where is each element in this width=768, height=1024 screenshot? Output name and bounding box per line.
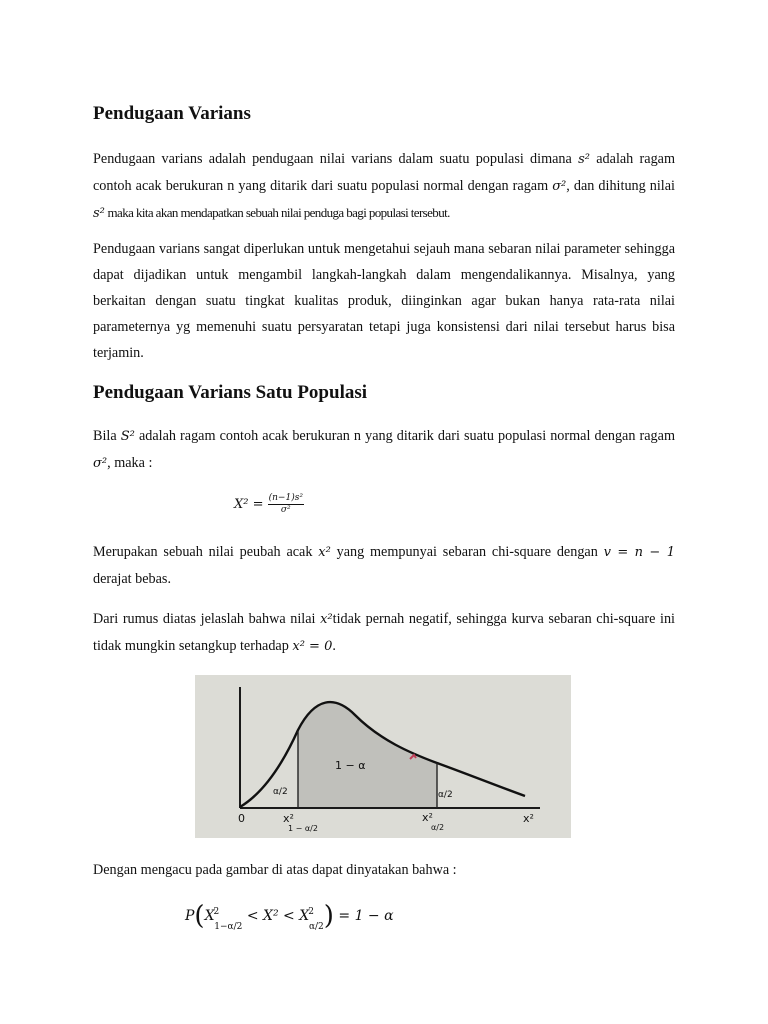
- equation-numerator: (n−1)s²: [268, 493, 303, 503]
- math-x2: x²: [318, 545, 331, 560]
- text-run: , maka :: [107, 455, 153, 471]
- text-run: tidak pernah negatif, sehingga kurva sebaran chi-square ini tidak mungkin setangkup terhadap: [93, 611, 675, 654]
- paragraph-definition: [93, 146, 675, 227]
- label-origin: 0: [238, 812, 245, 825]
- equation-x-left: X: [204, 908, 215, 924]
- label-x-right-sub: α/2: [431, 823, 445, 832]
- paragraph-chi-square: [93, 539, 675, 592]
- math-s2: s²: [578, 152, 590, 167]
- equation-sub-right: α/2: [308, 921, 324, 932]
- equation-x-right: X: [299, 908, 310, 924]
- equation-chi-square: [234, 493, 304, 516]
- paragraph-purpose: Pendugaan varians sangat diperlukan untuk mengetahui sejauh mana sebaran nilai parameter sehingga dapat dijadikan untuk mengambil langkah-langkah dalam mengendalikannya. Misalnya, yang berkaitan dengan suatu tingkat kualitas produk, diinginkan agar bukan hanya rata-rata nilai parameternya yg memenuhi suatu persyaratan tetapi juga konsistensi dari nilai tersebut harus bisa terjamin.: [93, 241, 675, 361]
- text-run: , dan dihitung nilai: [566, 178, 675, 194]
- equation-middle: < X² <: [242, 908, 300, 924]
- math-dof: v = n − 1: [603, 545, 675, 560]
- paragraph-nonnegative: [93, 606, 675, 660]
- equation-sup-left: 2: [213, 907, 220, 918]
- equation-denominator: σ²: [280, 505, 291, 515]
- label-x-left: x²: [283, 812, 294, 825]
- label-center: 1 − α: [335, 759, 366, 772]
- equation-sup-right: 2: [308, 907, 314, 918]
- math-sigma2: σ²: [93, 456, 108, 471]
- chi-square-figure: [195, 675, 571, 838]
- equation-p: P: [185, 908, 195, 924]
- text-run: derajat bebas.: [93, 571, 171, 587]
- paren-open: (: [194, 901, 205, 931]
- math-x2: x²: [320, 612, 333, 627]
- label-x-left-sub: 1 − α/2: [288, 824, 318, 833]
- label-left-tail: α/2: [273, 787, 288, 797]
- equation-rhs: = 1 − α: [333, 908, 394, 924]
- paragraph-reference: Dengan mengacu pada gambar di atas dapat dinyatakan bahwa :: [93, 862, 457, 878]
- paren-close: ): [323, 901, 334, 931]
- math-S2: S²: [120, 429, 135, 444]
- paragraph-setup: [93, 423, 675, 477]
- text-run: adalah ragam contoh acak berukuran n yang ditarik dari suatu populasi normal dengan ragam: [134, 428, 675, 444]
- label-right-tail: α/2: [438, 790, 453, 800]
- equation-probability: [185, 901, 394, 931]
- label-x-right: x²: [422, 811, 433, 824]
- text-run: yang mempunyai sebaran chi-square dengan: [330, 544, 604, 560]
- text-run: Pendugaan varians adalah pendugaan nilai varians dalam suatu populasi dimana: [93, 151, 579, 167]
- text-run: adalah ragam contoh acak berukuran n yang ditarik dari suatu populasi normal dengan ragam: [93, 151, 676, 194]
- page-title: Pendugaan Varians: [93, 103, 251, 124]
- chi-square-sketch: [195, 675, 571, 838]
- section-heading: Pendugaan Varians Satu Populasi: [93, 382, 368, 403]
- text-run: maka kita akan mendapatkan sebuah nilai penduga bagi populasi tersebut.: [104, 205, 450, 220]
- equation-sub-left: 1−α/2: [214, 921, 243, 932]
- text-run: Merupakan sebuah nilai peubah acak: [93, 544, 319, 560]
- math-sigma2: σ²: [552, 179, 567, 194]
- text-run: Bila: [93, 428, 121, 444]
- text-run: .: [332, 638, 336, 654]
- text-run: Dari rumus diatas jelaslah bahwa nilai: [93, 611, 321, 627]
- equation-lhs: X² =: [234, 497, 268, 512]
- equation-fraction: [268, 493, 304, 516]
- math-x2-zero: x² = 0: [292, 639, 333, 654]
- label-axis-end: x²: [523, 812, 534, 825]
- math-s2: s²: [93, 206, 105, 221]
